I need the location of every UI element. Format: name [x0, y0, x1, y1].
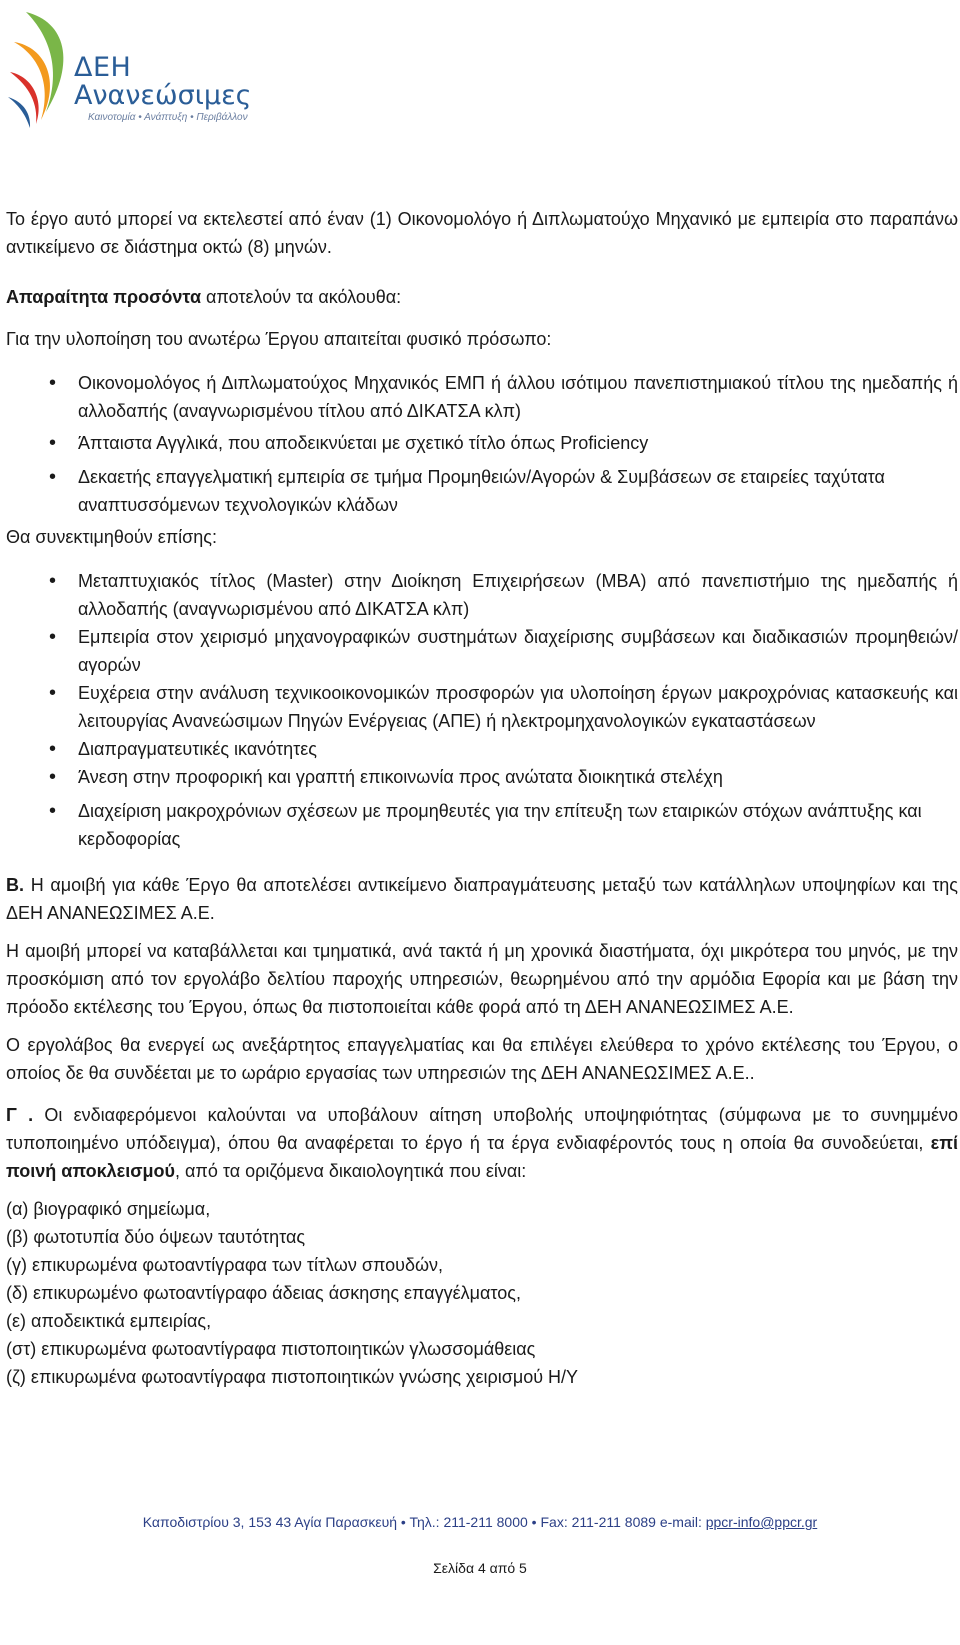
logo-word-ananeosimes: Ανανεώσιμες [74, 80, 252, 111]
section-b-label: Β. [6, 875, 24, 895]
document-item: (στ) επικυρωμένα φωτοαντίγραφα πιστοποιητικών γλωσσομάθειας [6, 1339, 536, 1359]
logo-tagline: Καινοτομία • Ανάπτυξη • Περιβάλλον [88, 112, 248, 123]
document-item: (ζ) επικυρωμένα φωτοαντίγραφα πιστοποιητικών γνώσης χειρισμού Η/Υ [6, 1367, 579, 1387]
list-item: • Εμπειρία στον χειρισμό μηχανογραφικών συστημάτων διαχείρισης συμβάσεων και διαδικασιών προμηθειών/αγορών [6, 623, 958, 679]
footer-contact [0, 1514, 960, 1530]
logo-word-deh: ΔΕΗ [74, 52, 132, 83]
requirements-heading-rest: αποτελούν τα ακόλουθα: [201, 287, 402, 307]
documents-list [6, 1195, 958, 1391]
footer-tel: Τηλ.: 211-211 8000 [409, 1514, 528, 1530]
list-item: • Δεκαετής επαγγελματική εμπειρία σε τμήμα Προμηθειών/Αγορών & Συμβάσεων σε εταιρείες ταχύτατα αναπτυσσόμενων τεχνολογικών κλάδων [6, 463, 958, 519]
document-item: (δ) επικυρωμένο φωτοαντίγραφο άδειας άσκησης επαγγέλματος, [6, 1283, 521, 1303]
list-item: • Άπταιστα Αγγλικά, που αποδεικνύεται με σχετικό τίτλο όπως Proficiency [6, 429, 958, 457]
section-g-text-before: Οι ενδιαφερόμενοι καλούνται να υποβάλουν αίτηση υποβολής υποψηφιότητας (σύμφωνα με το συνημμένο τυποποιημένο υπόδειγμα), όπου θα αναφέρεται το έργο ή τα έργα ενδιαφέροντός τους η οποία θα συνοδεύεται, [6, 1105, 959, 1153]
document-item: (α) βιογραφικό σημείωμα, [6, 1199, 211, 1219]
list-item: • Οικονομολόγος ή Διπλωματούχος Μηχανικός ΕΜΠ ή άλλου ισότιμου πανεπιστημιακού τίτλου της ημεδαπής ή αλλοδαπής (αναγνωρισμένου τίτλου από ΔΙΚΑΤΣΑ κλπ) [6, 369, 958, 425]
footer-fax: Fax: 211-211 8089 [540, 1514, 656, 1530]
list-item: • Μεταπτυχιακός τίτλος (Master) στην Διοίκηση Επιχειρήσεων (MBA) από πανεπιστήμιο της ημεδαπής ή αλλοδαπής (αναγνωρισμένου από ΔΙΚΑΤΣΑ κλπ) [6, 567, 958, 623]
section-b-text: Η αμοιβή για κάθε Έργο θα αποτελέσει αντικείμενο διαπραγμάτευσης μεταξύ των κατάλληλων υποψηφίων και της ΔΕΗ ΑΝΑΝΕΩΣΙΜΕΣ Α.Ε. [6, 875, 958, 923]
list-item: • Άνεση στην προφορική και γραπτή επικοινωνία προς ανώτατα διοικητικά στελέχη [6, 763, 958, 791]
requirements-list [6, 369, 958, 519]
also-valued-heading: Θα συνεκτιμηθούν επίσης: [6, 527, 217, 547]
document-body [6, 205, 958, 1391]
company-logo [6, 2, 252, 132]
document-item: (γ) επικυρωμένα φωτοαντίγραφα των τίτλων σπουδών, [6, 1255, 444, 1275]
contractor-paragraph: Ο εργολάβος θα ενεργεί ως ανεξάρτητος επαγγελματίας και θα επιλέγει ελεύθερα το χρόνο εκτέλεσης του Έργου, ο οποίος δε θα συνδέεται με το ωράριο εργασίας των υπηρεσιών της ΔΕΗ ΑΝΑΝΕΩΣΙΜΕΣ Α.Ε.. [6, 1035, 958, 1083]
section-g-text-after: , από τα οριζόμενα δικαιολογητικά που είναι: [175, 1161, 527, 1181]
section-b-paragraph [6, 871, 958, 927]
document-item: (ε) αποδεικτικά εμπειρίας, [6, 1311, 212, 1331]
requirements-intro: Για την υλοποίηση του ανωτέρω Έργου απαιτείται φυσικό πρόσωπο: [6, 329, 552, 349]
section-g-paragraph [6, 1101, 958, 1185]
footer-separator: • [397, 1514, 410, 1530]
document-item: (β) φωτοτυπία δύο όψεων ταυτότητας [6, 1227, 306, 1247]
valued-list [6, 567, 958, 853]
section-g-bold: επί ποινή αποκλεισμού [6, 1133, 958, 1181]
list-item: • Διαχείριση μακροχρόνιων σχέσεων με προμηθευτές για την επίτευξη των εταιρικών στόχων ανάπτυξης και κερδοφορίας [6, 797, 958, 853]
page-number: Σελίδα 4 από 5 [433, 1560, 527, 1576]
intro-paragraph: Το έργο αυτό μπορεί να εκτελεστεί από έναν (1) Οικονομολόγο ή Διπλωματούχο Μηχανικό με εμπειρία στο παραπάνω αντικείμενο σε διάστημα οκτώ (8) μηνών. [6, 209, 958, 257]
footer-email-label: e-mail: [655, 1514, 706, 1530]
footer-email-link[interactable]: ppcr-info@ppcr.gr [705, 1514, 818, 1530]
requirements-heading-bold: Απαραίτητα προσόντα [6, 287, 202, 307]
list-item: • Ευχέρεια στην ανάλυση τεχνικοοικονομικών προσφορών για υλοποίηση έργων μακροχρόνιας κατασκευής και λειτουργίας Ανανεώσιμων Πηγών Ενέργειας (ΑΠΕ) ή ηλεκτρομηχανολογικών εγκαταστάσεων [6, 679, 958, 735]
list-item: • Διαπραγματευτικές ικανότητες [6, 735, 958, 763]
footer-separator: • [527, 1514, 541, 1530]
footer-address: Καποδιστρίου 3, 153 43 Αγία Παρασκευή [142, 1514, 398, 1530]
section-g-label: Γ . [6, 1105, 34, 1125]
requirements-heading [6, 283, 958, 311]
payment-paragraph: Η αμοιβή μπορεί να καταβάλλεται και τμηματικά, ανά τακτά ή μη χρονικά διαστήματα, όχι μικρότερα του μηνός, με την προσκόμιση από τον εργολάβο δελτίου παροχής υπηρεσιών, θεωρημένου από την αρμόδια Εφορία και με βάση την πρόοδο εκτέλεσης του Έργου, όπως θα πιστοποιείται κάθε φορά από τη ΔΕΗ ΑΝΑΝΕΩΣΙΜΕΣ Α.Ε. [6, 941, 958, 1017]
